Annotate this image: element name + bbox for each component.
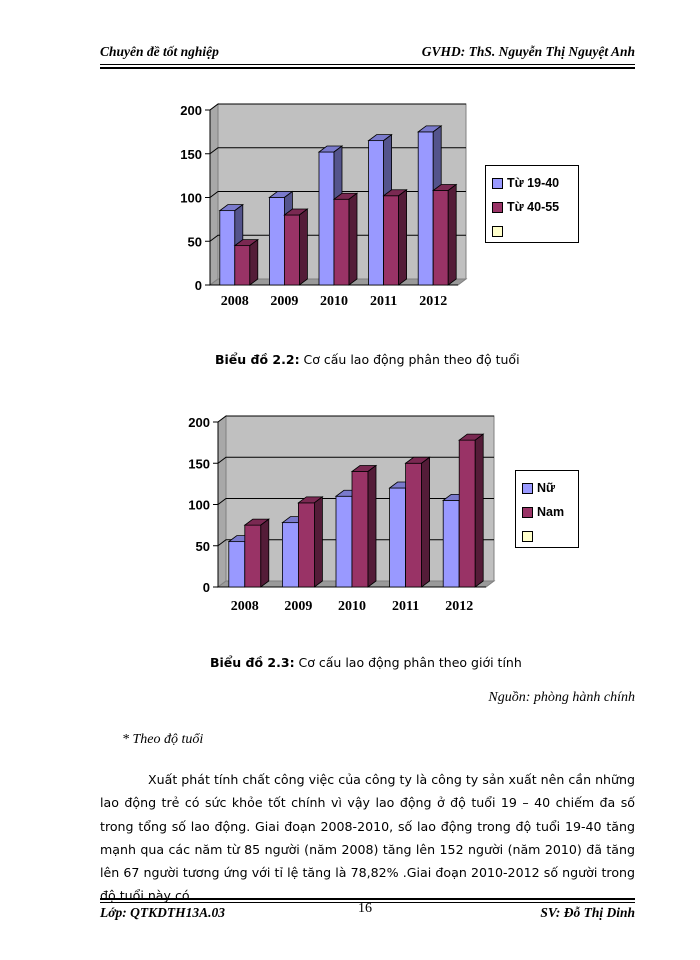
- legend-swatch: [522, 531, 533, 542]
- x-tick-label: 2008: [230, 599, 259, 614]
- bar-side: [349, 193, 357, 285]
- legend-swatch: [492, 226, 503, 237]
- bar-side: [422, 457, 430, 587]
- bar: [220, 211, 235, 285]
- chart2-caption: [210, 655, 522, 670]
- y-tick-label: 100: [180, 190, 202, 206]
- header-left-text: Chuyên đề tốt nghiệp: [100, 44, 219, 59]
- x-tick-label: 2009: [284, 599, 313, 614]
- y-tick-label: 150: [188, 456, 210, 472]
- x-tick-label: 2011: [391, 599, 420, 614]
- page-header: [100, 40, 635, 65]
- bar: [406, 463, 422, 587]
- legend-swatch: [522, 507, 533, 518]
- bar-side: [314, 497, 322, 587]
- bar-side: [399, 190, 407, 285]
- bar: [282, 523, 298, 587]
- x-tick-label: 2012: [419, 294, 448, 309]
- y-tick-label: 50: [187, 234, 202, 250]
- chart2-legend: [515, 470, 579, 548]
- section-heading: * Theo độ tuổi: [122, 732, 204, 747]
- y-tick-label: 0: [202, 580, 210, 595]
- footer-left-text: Lớp: QTKDTH13A.03: [100, 905, 225, 920]
- legend-label: Từ 40-55: [507, 200, 560, 214]
- y-tick-label: 0: [194, 278, 202, 293]
- bar: [369, 141, 384, 285]
- page-footer: [100, 903, 635, 923]
- page-number: 16: [358, 901, 372, 916]
- bar: [459, 440, 475, 587]
- bar-side: [448, 185, 456, 286]
- bar-side: [250, 240, 258, 285]
- chart2-caption-text: Cơ cấu lao động phân theo giới tính: [294, 655, 522, 670]
- bar: [235, 246, 250, 285]
- x-tick-label: 2008: [220, 294, 249, 309]
- x-tick-label: 2010: [338, 599, 366, 614]
- bar: [334, 199, 349, 285]
- y-tick-label: 150: [180, 146, 202, 162]
- bar: [352, 472, 368, 588]
- bar-side: [475, 434, 483, 587]
- x-tick-label: 2009: [270, 294, 299, 309]
- chart1-caption-prefix: Biểu đồ 2.2:: [215, 352, 300, 367]
- legend-swatch: [492, 178, 503, 189]
- bar: [269, 198, 284, 286]
- header-right-text: GVHD: ThS. Nguyễn Thị Nguyệt Anh: [421, 44, 635, 59]
- bar: [443, 500, 459, 587]
- bar-side: [299, 209, 307, 285]
- chart1-caption-text: Cơ cấu lao động phân theo độ tuổi: [299, 352, 520, 367]
- legend-swatch: [522, 483, 533, 494]
- bar: [433, 191, 448, 286]
- legend-label: Nữ: [537, 481, 556, 495]
- y-tick-label: 50: [195, 538, 210, 554]
- bar: [298, 503, 314, 587]
- bar: [229, 542, 245, 587]
- chart2-caption-prefix: Biểu đồ 2.3:: [210, 655, 295, 670]
- x-tick-label: 2011: [369, 294, 398, 309]
- legend-label: Từ 19-40: [507, 176, 560, 190]
- x-tick-label: 2010: [320, 294, 348, 309]
- y-tick-label: 200: [188, 415, 210, 430]
- bar: [390, 488, 406, 587]
- y-tick-label: 100: [188, 497, 210, 513]
- footer-rule-thick: [100, 898, 635, 900]
- footer-right-text: SV: Đỗ Thị Dinh: [540, 905, 635, 920]
- bar: [336, 496, 352, 587]
- bar: [284, 215, 299, 285]
- y-tick-label: 200: [180, 103, 202, 118]
- bar: [418, 132, 433, 285]
- bar: [384, 196, 399, 285]
- chart1-caption: [215, 352, 520, 367]
- header-rule: [100, 67, 635, 69]
- bar-side: [261, 519, 269, 587]
- legend-label: Nam: [537, 505, 565, 519]
- bar: [245, 525, 261, 587]
- chart1-legend: [485, 165, 579, 243]
- body-paragraph: Xuất phát tính chất công việc của công ty là công ty sản xuất nên cần những lao động trẻ có sức khỏe tốt chính vì vậy lao động ở độ tuổi 19 – 40 chiếm đa số trong tổng số lao động. Giai đoạn 2008-2010, số lao động trong độ tuổi 19-40 tăng mạnh qua các năm từ 85 người (năm 2008) tăng lên 152 người (năm 2010) đã tăng lên 67 người tương ứng với tỉ lệ tăng là 78,82% .Giai đoạn 2010-2012 số người trong độ tuổi này có: [100, 772, 635, 904]
- bar-side: [368, 466, 376, 588]
- x-tick-label: 2012: [445, 599, 474, 614]
- legend-swatch: [492, 202, 503, 213]
- bar: [319, 152, 334, 285]
- source-note: Nguồn: phòng hành chính: [488, 690, 635, 705]
